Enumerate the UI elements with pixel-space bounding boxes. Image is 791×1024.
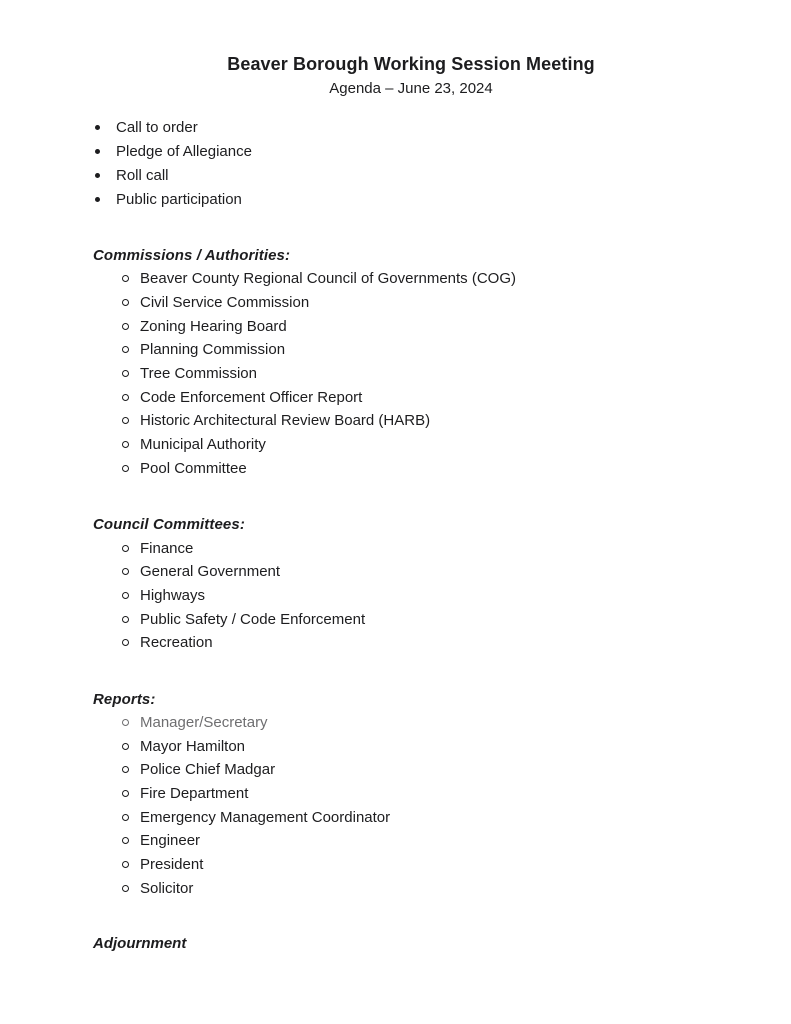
list-item-label: Pledge of Allegiance xyxy=(116,142,252,160)
list-item-label: Tree Commission xyxy=(140,365,257,383)
circle-bullet-icon xyxy=(122,592,140,599)
section-reports xyxy=(93,688,729,901)
bullet-icon xyxy=(93,173,116,178)
list-item-label: Highways xyxy=(140,586,206,604)
list-item-label: Planning Commission xyxy=(140,341,286,359)
circle-bullet-icon xyxy=(122,323,140,330)
list-item xyxy=(122,805,729,829)
section-heading-reports: Reports: xyxy=(93,690,156,708)
list-item-label: Police Chief Madgar xyxy=(140,761,276,779)
circle-bullet-icon xyxy=(122,441,140,448)
reports-list xyxy=(93,711,729,901)
circle-bullet-icon xyxy=(122,766,140,773)
list-item-label: General Government xyxy=(140,563,281,581)
list-item xyxy=(122,876,729,900)
bullet-icon xyxy=(93,149,116,154)
bullet-icon xyxy=(93,197,116,202)
opening-items-list xyxy=(93,115,729,211)
list-item xyxy=(122,631,729,655)
list-item-label: Beaver County Regional Council of Governments (COG) xyxy=(140,270,516,288)
list-item xyxy=(93,139,729,163)
list-item-label: Mayor Hamilton xyxy=(140,737,246,755)
list-item xyxy=(122,758,729,782)
list-item xyxy=(122,362,729,386)
list-item xyxy=(122,457,729,481)
list-item xyxy=(122,385,729,409)
list-item xyxy=(93,115,729,139)
list-item-label: Public participation xyxy=(116,190,242,208)
circle-bullet-icon xyxy=(122,275,140,282)
list-item xyxy=(122,267,729,291)
council-committees-list xyxy=(93,536,729,654)
list-item-label: Finance xyxy=(140,539,194,557)
bullet-icon xyxy=(93,125,116,130)
list-item xyxy=(122,734,729,758)
closing-heading: Adjournment xyxy=(93,935,187,953)
list-item-label: Recreation xyxy=(140,634,213,652)
circle-bullet-icon xyxy=(122,719,140,726)
list-item-label: Historic Architectural Review Board (HARB) xyxy=(140,412,431,430)
list-item xyxy=(122,291,729,315)
list-item-label: Solicitor xyxy=(140,879,194,897)
list-item xyxy=(122,338,729,362)
circle-bullet-icon xyxy=(122,861,140,868)
list-item xyxy=(122,711,729,735)
circle-bullet-icon xyxy=(122,885,140,892)
circle-bullet-icon xyxy=(122,837,140,844)
circle-bullet-icon xyxy=(122,394,140,401)
list-item xyxy=(122,782,729,806)
list-item xyxy=(122,607,729,631)
circle-bullet-icon xyxy=(122,639,140,646)
list-item-label: Civil Service Commission xyxy=(140,294,310,312)
circle-bullet-icon xyxy=(122,465,140,472)
page-title: Beaver Borough Working Session Meeting xyxy=(227,54,595,74)
circle-bullet-icon xyxy=(122,790,140,797)
list-item xyxy=(122,433,729,457)
list-item xyxy=(122,409,729,433)
circle-bullet-icon xyxy=(122,545,140,552)
section-heading-commissions-authorities: Commissions / Authorities: xyxy=(93,247,291,264)
list-item xyxy=(122,584,729,608)
circle-bullet-icon xyxy=(122,417,140,424)
section-heading-council-committees: Council Committees: xyxy=(93,516,245,534)
list-item-label: Roll call xyxy=(116,166,169,184)
document-header xyxy=(93,52,729,99)
list-item-label: Pool Committee xyxy=(140,459,247,477)
circle-bullet-icon xyxy=(122,616,140,623)
list-item xyxy=(122,829,729,853)
list-item-label: Municipal Authority xyxy=(140,436,266,454)
list-item xyxy=(93,187,729,211)
page-subtitle: Agenda – June 23, 2024 xyxy=(329,80,493,97)
section-commissions-authorities xyxy=(93,244,729,480)
list-item-label: Engineer xyxy=(140,832,201,850)
circle-bullet-icon xyxy=(122,346,140,353)
list-item xyxy=(122,853,729,877)
list-item xyxy=(122,560,729,584)
list-item-label: Zoning Hearing Board xyxy=(140,317,287,335)
list-item-label: Fire Department xyxy=(140,785,249,803)
circle-bullet-icon xyxy=(122,814,140,821)
commissions-authorities-list xyxy=(93,267,729,480)
circle-bullet-icon xyxy=(122,743,140,750)
list-item-label: Public Safety / Code Enforcement xyxy=(140,610,366,628)
list-item-label: Call to order xyxy=(116,118,198,136)
circle-bullet-icon xyxy=(122,568,140,575)
list-item xyxy=(122,314,729,338)
circle-bullet-icon xyxy=(122,299,140,306)
section-council-committees xyxy=(93,513,729,654)
list-item xyxy=(122,536,729,560)
list-item-label: Emergency Management Coordinator xyxy=(140,808,391,826)
circle-bullet-icon xyxy=(122,370,140,377)
list-item-label: President xyxy=(140,856,204,874)
list-item-label: Manager/Secretary xyxy=(140,713,268,731)
list-item xyxy=(93,163,729,187)
list-item-label: Code Enforcement Officer Report xyxy=(140,388,363,406)
